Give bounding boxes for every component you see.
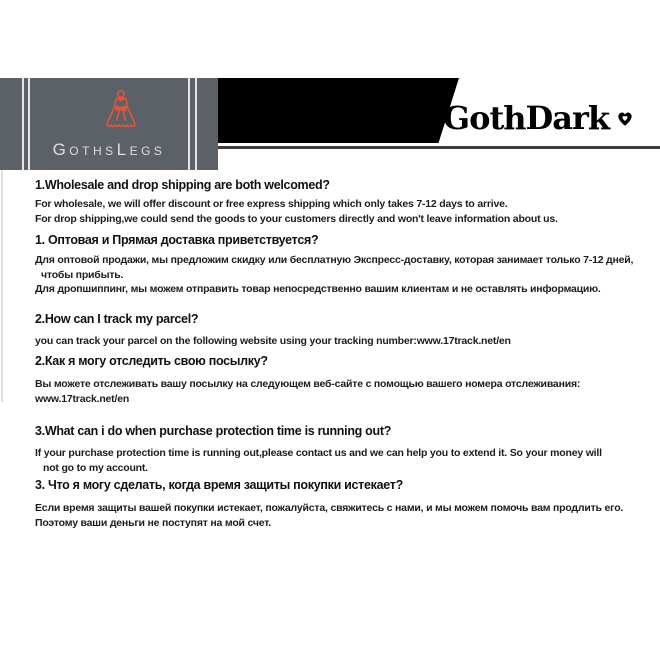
answer-line: Если время защиты вашей покупки истекает, пожалуйста, свяжитесь с нами, и мы можем помочь вам продлить его. bbox=[35, 502, 624, 514]
faq-answer-ru-2: Вы можете отслеживать вашу посылку на следующем веб-сайте с помощью вашего номера отслеживания: www.17track.net/en bbox=[35, 378, 581, 405]
faq-answer-en-1 bbox=[35, 197, 642, 226]
faq-answer-ru-3 bbox=[35, 501, 642, 530]
answer-line: If your purchase protection time is running out,please contact us and we can help you to extend it. So your money will bbox=[35, 447, 602, 459]
answer-line: чтобы прибыть. bbox=[41, 268, 124, 281]
answer-line: Для оптовой продажи, мы предложим скидку или бесплатную Экспресс-доставку, которая занимает только 7-12 дней, bbox=[35, 254, 634, 266]
answer-line: Поэтому ваши деньги не поступят на мой счет. bbox=[35, 516, 272, 529]
answer-line: For drop shipping,we could send the goods to your customers directly and won't leave information about us. bbox=[35, 212, 558, 225]
left-brand-name: GothsLegs bbox=[52, 140, 166, 159]
faq-heading-ru-2: 2.Как я могу отследить свою посылку? bbox=[35, 354, 268, 368]
faq-answer-ru-1 bbox=[35, 253, 642, 297]
faq-answer-en-2: you can track your parcel on the following website using your tracking number:www.17track.net/en bbox=[35, 334, 511, 347]
faq-answer-en-3 bbox=[35, 446, 642, 475]
faq-heading-en-2: 2.How can I track my parcel? bbox=[35, 311, 199, 326]
faq-heading-ru-1: 1. Оптовая и Прямая доставка приветствуется? bbox=[35, 233, 319, 247]
answer-line: not go to my account. bbox=[43, 461, 148, 474]
faq-heading-en-1: 1.Wholesale and drop shipping are both welcomed? bbox=[35, 178, 330, 192]
faq-heading-en-3: 3.What can i do when purchase protection time is running out? bbox=[35, 424, 392, 438]
right-brand-name: GothDark bbox=[442, 99, 609, 137]
faq-content bbox=[35, 0, 642, 530]
answer-line: Для дропшиппинг, мы можем отправить товар непосредственно вашим клиентам и не оставлять информацию. bbox=[35, 283, 601, 295]
faq-heading-ru-3: 3. Что я могу сделать, когда время защиты покупки истекает? bbox=[35, 478, 403, 492]
answer-line: For wholesale, we will offer discount or free express shipping which only takes 7-12 days to arrive. bbox=[35, 198, 508, 210]
